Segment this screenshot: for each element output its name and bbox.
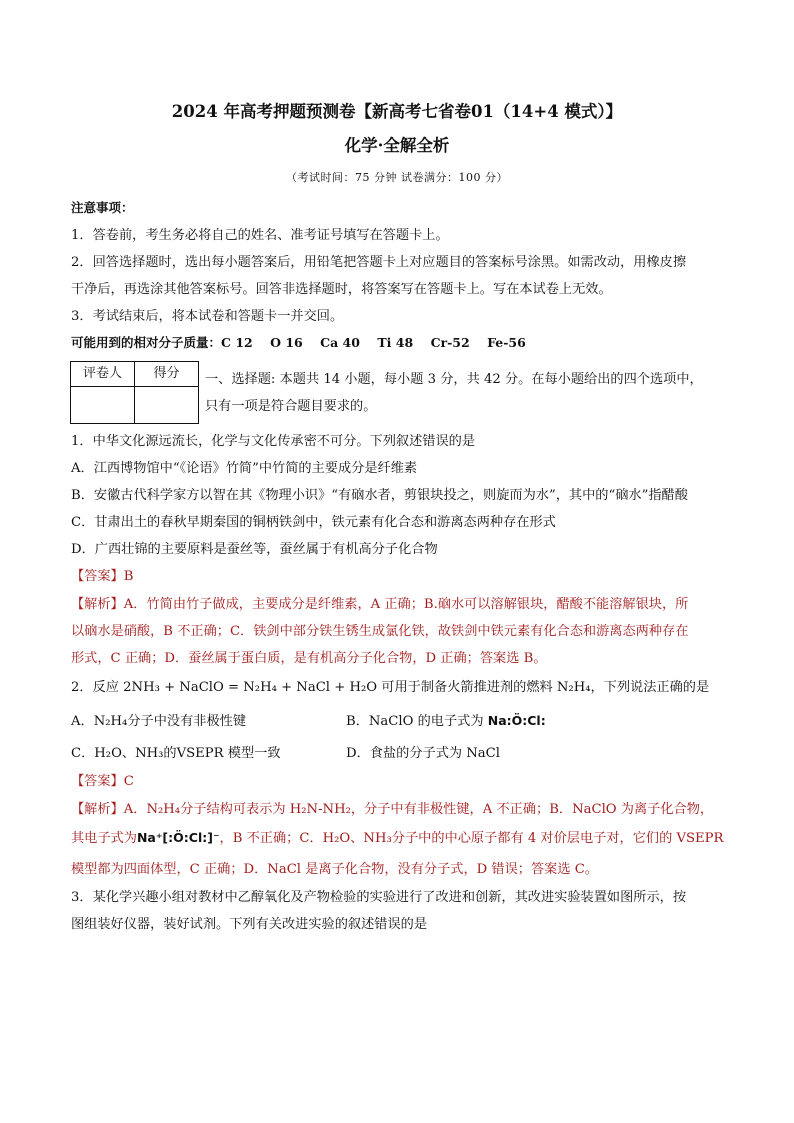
section-heading: 一、选择题: 本题共 14 小题，每小题 3 分，共 42 分。在每小题给出的四个选项中， — [205, 372, 703, 387]
question-2-option-c: C．H₂O、NH₃的VSEPR 模型一致 — [71, 746, 281, 761]
question-1-option-d: D．广西壮锦的主要原料是蚕丝等，蚕丝属于有机高分子化合物 — [71, 542, 438, 557]
atomic-mass-line — [71, 333, 526, 351]
score-table — [70, 361, 199, 424]
page-title: 2024 年高考押题预测卷【新高考七省卷01（14+4 模式）】 — [171, 102, 623, 121]
notice-item: 1．答卷前，考生务必将自己的姓名、准考证号填写在答题卡上。 — [71, 228, 449, 243]
question-1-stem: 1．中华文化源远流长，化学与文化传承密不可分。下列叙述错误的是 — [71, 434, 476, 449]
exam-time-info: （考试时间：75 分钟 试卷满分：100 分） — [286, 171, 508, 184]
page-subtitle: 化学·全解全析 — [344, 136, 450, 155]
score-table-grader-cell — [71, 387, 135, 424]
naclo-ionic-formula: Na⁺[:Ö:Cl:]⁻ — [136, 830, 220, 845]
question-1-option-a: A．江西博物馆中“《论语》竹简”中竹简的主要成分是纤维素 — [71, 461, 418, 476]
notice-item: 2．回答选择题时，选出每小题答案后，用铅笔把答题卡上对应题目的答案标号涂黑。如需改动，用橡皮擦 — [71, 255, 687, 270]
question-2-analysis-prefix: 其电子式为 — [71, 831, 137, 846]
question-2-stem-suffix: 可用于制备火箭推进剂的燃料 N₂H₄，下列说法正确的是 — [377, 680, 710, 695]
question-3-stem-cont: 图组装好仪器，装好试剂。下列有关改进实验的叙述错误的是 — [71, 917, 428, 932]
question-2-analysis: 模型都为四面体型，C 正确；D．NaCl 是离子化合物，没有分子式，D 错误；答案选 C。 — [71, 862, 598, 877]
question-3-stem: 3．某化学兴趣小组对教材中乙醇氧化及产物检验的实验进行了改进和创新，其改进实验装置如图所示，按 — [71, 890, 687, 905]
question-1-analysis: 形式，C 正确；D．蚕丝属于蛋白质，是有机高分子化合物，D 正确；答案选 B。 — [71, 651, 547, 666]
question-1-option-c: C．甘肃出土的春秋早期秦国的铜柄铁剑中，铁元素有化合态和游离态两种存在形式 — [71, 515, 556, 530]
question-2-analysis: 【解析】A．N₂H₄分子结构可表示为 H₂N-NH₂，分子中有非极性键，A 不正确；B．NaClO 为离子化合物， — [71, 802, 714, 817]
question-1-analysis: 【解析】A．竹简由竹子做成，主要成分是纤维素，A 正确；B.硇水可以溶解银块，醋酸不能溶解银块，所 — [71, 597, 689, 612]
atomic-mass-values: C 12 O 16 Ca 40 Ti 48 Cr-52 Fe-56 — [221, 335, 526, 350]
question-2-option-b-label: B．NaClO 的电子式为 — [346, 714, 488, 729]
question-2-equation: 2NH₃ + NaClO = N₂H₄ + NaCl + H₂O — [123, 680, 378, 695]
atomic-mass-label: 可能用到的相对分子质量： — [71, 335, 222, 350]
question-1-option-b: B．安徽古代科学家方以智在其《物理小识》“有硇水者，剪银块投之，则旋而为水”，其中的“硇水”指醋酸 — [71, 488, 688, 503]
question-2-analysis-suffix: ，B 不正确；C．H₂O、NH₃分子中的中心原子都有 4 对价层电子对，它们的 VSEPR — [219, 831, 724, 846]
question-2-stem — [71, 676, 709, 695]
notice-item: 干净后，再选涂其他答案标号。回答非选择题时，将答案写在答题卡上。写在本试卷上无效。 — [71, 282, 612, 297]
notice-item: 3．考试结束后，将本试卷和答题卡一并交回。 — [71, 309, 344, 324]
question-2-option-d: D．食盐的分子式为 NaCl — [346, 746, 500, 761]
score-table-score-cell — [135, 387, 199, 424]
question-2-option-a: A．N₂H₄分子中没有非极性键 — [71, 714, 247, 729]
naclo-electron-formula: Na:Ö:Cl: — [487, 713, 546, 728]
question-2-answer: 【答案】C — [71, 774, 134, 789]
score-table-score-header: 得分 — [135, 362, 199, 387]
score-table-grader-header: 评卷人 — [71, 362, 135, 387]
question-2-option-b — [346, 710, 546, 729]
question-1-analysis: 以硇水是硝酸，B 不正确；C．铁剑中部分铁生锈生成氯化铁，故铁剑中铁元素有化合态和游离态两种存在 — [71, 624, 689, 639]
section-heading-cont: 只有一项是符合题目要求的。 — [205, 399, 377, 414]
notice-heading: 注意事项： — [71, 200, 134, 215]
question-2-stem-prefix: 2．反应 — [71, 680, 124, 695]
question-2-analysis — [71, 827, 723, 846]
question-1-answer: 【答案】B — [71, 569, 134, 584]
